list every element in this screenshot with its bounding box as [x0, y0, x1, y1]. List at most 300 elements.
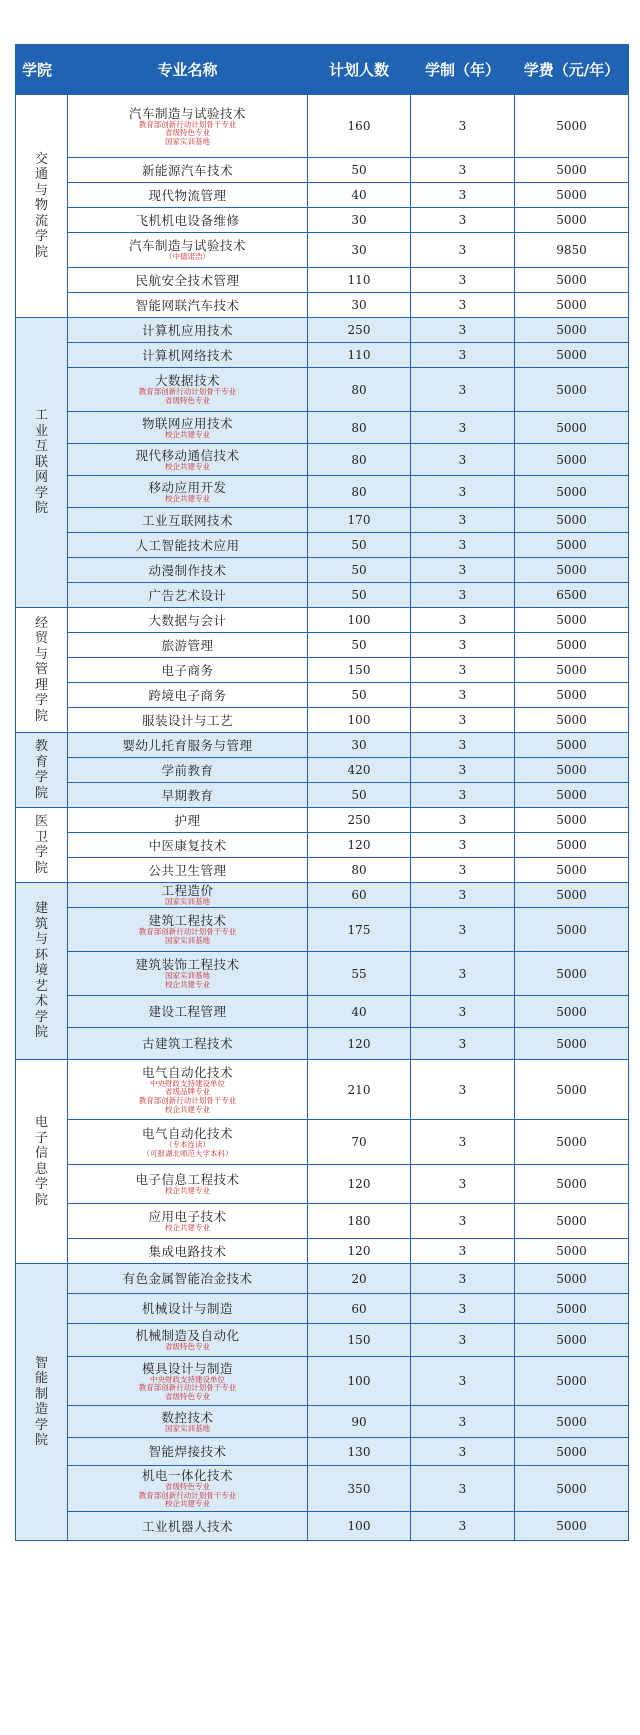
major-cell [68, 808, 308, 833]
tuition-cell: 5000 [515, 318, 629, 343]
major-cell [68, 1264, 308, 1294]
major-note: 教育部创新行动计划骨干专业 [138, 1096, 237, 1105]
major-cell [68, 508, 308, 533]
duration-cell: 3 [411, 233, 515, 268]
table-row [16, 508, 629, 533]
tuition-cell: 5000 [515, 183, 629, 208]
duration-cell: 3 [411, 343, 515, 368]
major-note: 教育部创新行动计划骨干专业 [138, 1490, 237, 1500]
major-cell [68, 633, 308, 658]
quota-cell: 100 [308, 608, 411, 633]
quota-cell: 100 [308, 1357, 411, 1406]
quota-cell: 80 [308, 368, 411, 412]
quota-cell: 170 [308, 508, 411, 533]
table-row [16, 444, 629, 476]
table-row [16, 583, 629, 608]
table-row [16, 608, 629, 633]
major-name: 应用电子技术 [148, 1209, 227, 1225]
table-header [16, 45, 629, 95]
major-note: 校企共建专业 [165, 1186, 210, 1196]
major-cell [68, 583, 308, 608]
quota-cell: 175 [308, 908, 411, 952]
table-row [16, 1264, 629, 1294]
duration-cell: 3 [411, 1512, 515, 1541]
quota-cell: 100 [308, 708, 411, 733]
major-cell [68, 533, 308, 558]
tuition-cell: 5000 [515, 1060, 629, 1120]
table-row [16, 268, 629, 293]
tuition-cell: 5000 [515, 1264, 629, 1294]
tuition-cell: 5000 [515, 952, 629, 996]
major-cell [68, 318, 308, 343]
quota-cell: 250 [308, 318, 411, 343]
major-note: （中德诺浩） [165, 252, 210, 262]
tuition-cell: 5000 [515, 1120, 629, 1165]
duration-cell: 3 [411, 1406, 515, 1438]
duration-cell: 3 [411, 1120, 515, 1165]
major-cell [68, 996, 308, 1028]
major-name: 电子商务 [161, 662, 214, 678]
tuition-cell: 5000 [515, 1239, 629, 1264]
quota-cell: 20 [308, 1264, 411, 1294]
duration-cell: 3 [411, 1294, 515, 1324]
duration-cell: 3 [411, 583, 515, 608]
major-cell [68, 1406, 308, 1438]
duration-cell: 3 [411, 268, 515, 293]
table-row [16, 658, 629, 683]
major-cell [68, 783, 308, 808]
quota-cell: 90 [308, 1406, 411, 1438]
major-cell [68, 444, 308, 476]
major-cell [68, 1294, 308, 1324]
tuition-cell: 5000 [515, 508, 629, 533]
college-name-cell [16, 808, 68, 883]
table-row [16, 318, 629, 343]
quota-cell: 150 [308, 1324, 411, 1357]
major-note: 校企共建专业 [165, 1104, 210, 1114]
duration-cell: 3 [411, 608, 515, 633]
major-note: 中央财政支持建设单位 [150, 1374, 225, 1384]
major-note: 校企共建专业 [165, 493, 210, 503]
major-name: 工程造价 [161, 883, 214, 899]
quota-cell: 150 [308, 658, 411, 683]
duration-cell: 3 [411, 858, 515, 883]
major-name: 婴幼儿托育服务与管理 [122, 737, 253, 753]
table-row [16, 783, 629, 808]
major-name: 电气自动化技术 [141, 1064, 233, 1080]
quota-cell: 30 [308, 233, 411, 268]
duration-cell: 3 [411, 996, 515, 1028]
duration-cell: 3 [411, 1264, 515, 1294]
table-row [16, 858, 629, 883]
table-row [16, 1438, 629, 1466]
quota-cell: 120 [308, 1165, 411, 1204]
major-note: （可报湖北师范大学本科） [142, 1148, 233, 1158]
duration-cell: 3 [411, 1239, 515, 1264]
tuition-cell: 5000 [515, 1438, 629, 1466]
major-note: 校企共建专业 [165, 1499, 210, 1509]
major-name: 服装设计与工艺 [141, 712, 233, 728]
table-row [16, 183, 629, 208]
major-name: 现代移动通信技术 [135, 447, 240, 463]
quota-cell: 30 [308, 293, 411, 318]
table-row [16, 996, 629, 1028]
tuition-cell: 5000 [515, 1357, 629, 1406]
major-cell [68, 1324, 308, 1357]
table-row [16, 1294, 629, 1324]
major-cell [68, 1512, 308, 1541]
major-cell [68, 952, 308, 996]
major-name: 动漫制作技术 [148, 562, 227, 578]
table-row [16, 233, 629, 268]
duration-cell: 3 [411, 368, 515, 412]
quota-cell: 80 [308, 858, 411, 883]
major-name: 建筑装饰工程技术 [135, 957, 240, 973]
table-row [16, 412, 629, 444]
duration-cell: 3 [411, 1060, 515, 1120]
college-name-cell [16, 1264, 68, 1541]
duration-cell: 3 [411, 533, 515, 558]
major-name: 工业机器人技术 [141, 1518, 233, 1534]
quota-cell: 50 [308, 633, 411, 658]
quota-cell: 110 [308, 268, 411, 293]
table-row [16, 1165, 629, 1204]
college-name-cell [16, 608, 68, 733]
major-name: 学前教育 [161, 762, 214, 778]
duration-cell: 3 [411, 783, 515, 808]
tuition-cell: 5000 [515, 444, 629, 476]
duration-cell: 3 [411, 1357, 515, 1406]
major-name: 电气自动化技术 [141, 1125, 233, 1141]
duration-cell: 3 [411, 1466, 515, 1512]
quota-cell: 60 [308, 883, 411, 908]
duration-cell: 3 [411, 658, 515, 683]
college-name: 经贸与管理学院 [34, 615, 48, 724]
major-note: 省级特色专业 [165, 128, 210, 138]
tuition-cell: 5000 [515, 658, 629, 683]
major-cell [68, 1466, 308, 1512]
major-cell [68, 558, 308, 583]
major-cell [68, 683, 308, 708]
duration-cell: 3 [411, 633, 515, 658]
quota-cell: 120 [308, 1239, 411, 1264]
major-cell [68, 1204, 308, 1239]
tuition-cell: 5000 [515, 633, 629, 658]
major-note: 校企共建专业 [165, 980, 210, 989]
table-row [16, 533, 629, 558]
quota-cell: 350 [308, 1466, 411, 1512]
duration-cell: 3 [411, 883, 515, 908]
duration-cell: 3 [411, 558, 515, 583]
tuition-cell: 5000 [515, 343, 629, 368]
major-name: 广告艺术设计 [148, 587, 227, 603]
duration-cell: 3 [411, 908, 515, 952]
major-name: 建设工程管理 [148, 1004, 227, 1019]
enrollment-table-container [15, 44, 628, 1541]
major-name: 集成电路技术 [148, 1243, 227, 1259]
tuition-cell: 9850 [515, 233, 629, 268]
tuition-cell: 5000 [515, 293, 629, 318]
duration-cell: 3 [411, 508, 515, 533]
major-column-header: 专业名称 [68, 45, 308, 95]
table-row [16, 808, 629, 833]
quota-cell: 250 [308, 808, 411, 833]
quota-cell: 50 [308, 558, 411, 583]
major-name: 建筑工程技术 [148, 913, 227, 929]
table-row [16, 708, 629, 733]
tuition-cell: 5000 [515, 368, 629, 412]
major-name: 移动应用开发 [148, 479, 227, 495]
tuition-cell: 5000 [515, 158, 629, 183]
major-cell [68, 293, 308, 318]
tuition-cell: 5000 [515, 558, 629, 583]
duration-cell: 3 [411, 412, 515, 444]
quota-cell: 30 [308, 208, 411, 233]
major-cell [68, 1028, 308, 1060]
major-name: 早期教育 [161, 787, 214, 803]
major-note: 国家实训基地 [165, 897, 210, 907]
major-cell [68, 476, 308, 508]
table-row [16, 1512, 629, 1541]
college-name: 智能制造学院 [34, 1355, 48, 1448]
table-row [16, 633, 629, 658]
major-name: 新能源汽车技术 [141, 162, 233, 178]
major-cell [68, 233, 308, 268]
major-cell [68, 1120, 308, 1165]
major-note: 校企共建专业 [165, 461, 210, 471]
table-row [16, 1324, 629, 1357]
major-note: 省级特色专业 [165, 1391, 210, 1401]
major-name: 模具设计与制造 [141, 1360, 233, 1376]
table-row [16, 1028, 629, 1060]
tuition-cell: 5000 [515, 208, 629, 233]
major-cell [68, 208, 308, 233]
major-name: 有色金属智能冶金技术 [122, 1271, 253, 1286]
major-name: 智能网联汽车技术 [135, 297, 240, 313]
major-cell [68, 1357, 308, 1406]
major-name: 机械设计与制造 [141, 1301, 233, 1316]
quota-cell: 50 [308, 158, 411, 183]
major-name: 中医康复技术 [148, 837, 227, 853]
major-name: 计算机应用技术 [141, 322, 233, 338]
table-row [16, 733, 629, 758]
duration-cell: 3 [411, 952, 515, 996]
major-note: 省级特色专业 [165, 396, 210, 405]
duration-cell: 3 [411, 293, 515, 318]
major-cell [68, 833, 308, 858]
major-cell [68, 268, 308, 293]
major-cell [68, 658, 308, 683]
major-cell [68, 158, 308, 183]
major-name: 人工智能技术应用 [135, 537, 240, 553]
major-note: 校企共建专业 [165, 1223, 210, 1233]
major-name: 现代物流管理 [148, 187, 227, 203]
major-name: 民航安全技术管理 [135, 272, 240, 288]
table-row [16, 293, 629, 318]
quota-cell: 80 [308, 412, 411, 444]
tuition-cell: 5000 [515, 783, 629, 808]
table-row [16, 833, 629, 858]
table-row [16, 683, 629, 708]
tuition-cell: 5000 [515, 883, 629, 908]
college-name: 医卫学院 [34, 814, 48, 876]
tuition-cell: 5000 [515, 708, 629, 733]
tuition-cell: 5000 [515, 758, 629, 783]
major-note: 国家实训基地 [165, 1423, 210, 1433]
major-name: 机械制造及自动化 [135, 1328, 240, 1344]
major-name: 飞机机电设备维修 [135, 212, 240, 228]
table-row [16, 1120, 629, 1165]
duration-cell: 3 [411, 183, 515, 208]
tuition-cell: 5000 [515, 996, 629, 1028]
major-cell [68, 708, 308, 733]
tuition-cell: 5000 [515, 858, 629, 883]
major-cell [68, 858, 308, 883]
college-name: 教育学院 [34, 739, 48, 801]
major-name: 汽车制造与试验技术 [128, 238, 246, 254]
major-cell [68, 1165, 308, 1204]
major-note: 教育部创新行动计划骨干专业 [138, 387, 237, 397]
duration-cell: 3 [411, 683, 515, 708]
major-name: 工业互联网技术 [141, 512, 233, 528]
duration-cell: 3 [411, 1028, 515, 1060]
college-name: 建筑与环境艺术学院 [34, 901, 48, 1041]
tuition-cell: 5000 [515, 268, 629, 293]
tuition-column-header: 学费（元/年） [515, 45, 629, 95]
major-cell [68, 758, 308, 783]
college-name: 电子信息学院 [34, 1115, 48, 1208]
college-name-cell [16, 95, 68, 318]
table-row [16, 952, 629, 996]
major-cell [68, 908, 308, 952]
tuition-cell: 5000 [515, 608, 629, 633]
quota-cell: 50 [308, 683, 411, 708]
major-name: 旅游管理 [161, 637, 214, 653]
duration-column-header: 学制（年） [411, 45, 515, 95]
major-cell [68, 1438, 308, 1466]
major-note: 中央财政支持建设单位 [150, 1078, 225, 1088]
tuition-cell: 5000 [515, 533, 629, 558]
table-row [16, 883, 629, 908]
college-name: 交通与物流学院 [34, 151, 48, 260]
duration-cell: 3 [411, 733, 515, 758]
major-cell [68, 608, 308, 633]
quota-cell: 120 [308, 833, 411, 858]
major-name: 汽车制造与试验技术 [128, 105, 246, 121]
quota-cell: 40 [308, 183, 411, 208]
tuition-cell: 6500 [515, 583, 629, 608]
quota-cell: 160 [308, 95, 411, 158]
quota-cell: 180 [308, 1204, 411, 1239]
tuition-cell: 5000 [515, 1466, 629, 1512]
major-note: 省级特色专业 [165, 1482, 210, 1492]
duration-cell: 3 [411, 1324, 515, 1357]
tuition-cell: 5000 [515, 683, 629, 708]
quota-cell: 420 [308, 758, 411, 783]
tuition-cell: 5000 [515, 95, 629, 158]
major-cell [68, 412, 308, 444]
enrollment-plan-table [15, 44, 629, 1541]
table-row [16, 158, 629, 183]
major-name: 大数据与会计 [148, 612, 227, 628]
major-cell [68, 343, 308, 368]
major-note: 校企共建专业 [165, 429, 210, 439]
quota-cell: 70 [308, 1120, 411, 1165]
quota-cell: 50 [308, 533, 411, 558]
major-name: 物联网应用技术 [141, 415, 233, 431]
college-name-cell [16, 1060, 68, 1264]
tuition-cell: 5000 [515, 1204, 629, 1239]
quota-cell: 100 [308, 1512, 411, 1541]
quota-cell: 210 [308, 1060, 411, 1120]
major-note: 省级品牌专业 [165, 1087, 210, 1097]
table-row [16, 1204, 629, 1239]
duration-cell: 3 [411, 1204, 515, 1239]
duration-cell: 3 [411, 476, 515, 508]
table-row [16, 908, 629, 952]
tuition-cell: 5000 [515, 1324, 629, 1357]
table-row [16, 1466, 629, 1512]
major-name: 计算机网络技术 [141, 347, 233, 363]
major-name: 大数据技术 [154, 373, 220, 389]
table-row [16, 558, 629, 583]
table-row [16, 1239, 629, 1264]
quota-cell: 130 [308, 1438, 411, 1466]
quota-cell: 55 [308, 952, 411, 996]
major-note: 国家实训基地 [165, 936, 210, 945]
major-note: 国家实训基地 [165, 136, 210, 146]
major-cell [68, 883, 308, 908]
major-name: 电子信息工程技术 [135, 1172, 240, 1188]
duration-cell: 3 [411, 1165, 515, 1204]
table-row [16, 1357, 629, 1406]
tuition-cell: 5000 [515, 808, 629, 833]
major-cell [68, 1239, 308, 1264]
quota-cell: 80 [308, 476, 411, 508]
major-name: 数控技术 [161, 1409, 214, 1425]
quota-cell: 50 [308, 783, 411, 808]
table-row [16, 368, 629, 412]
table-row [16, 1060, 629, 1120]
major-name: 护理 [174, 812, 201, 828]
college-column-header: 学院 [16, 45, 68, 95]
major-note: 教育部创新行动计划骨干专业 [138, 119, 237, 129]
quota-cell: 50 [308, 583, 411, 608]
quota-cell: 120 [308, 1028, 411, 1060]
major-cell [68, 1060, 308, 1120]
tuition-cell: 5000 [515, 476, 629, 508]
major-cell [68, 733, 308, 758]
tuition-cell: 5000 [515, 833, 629, 858]
duration-cell: 3 [411, 808, 515, 833]
tuition-cell: 5000 [515, 1512, 629, 1541]
major-note: 教育部创新行动计划骨干专业 [138, 927, 237, 937]
table-row [16, 95, 629, 158]
major-cell [68, 95, 308, 158]
college-name-cell [16, 733, 68, 808]
duration-cell: 3 [411, 95, 515, 158]
tuition-cell: 5000 [515, 1406, 629, 1438]
quota-cell: 80 [308, 444, 411, 476]
college-name: 工业互联网学院 [34, 408, 48, 517]
quota-column-header: 计划人数 [308, 45, 411, 95]
tuition-cell: 5000 [515, 908, 629, 952]
major-note: 省级特色专业 [165, 1342, 210, 1352]
major-name: 跨境电子商务 [148, 687, 227, 703]
college-name-cell [16, 883, 68, 1060]
tuition-cell: 5000 [515, 1165, 629, 1204]
duration-cell: 3 [411, 708, 515, 733]
